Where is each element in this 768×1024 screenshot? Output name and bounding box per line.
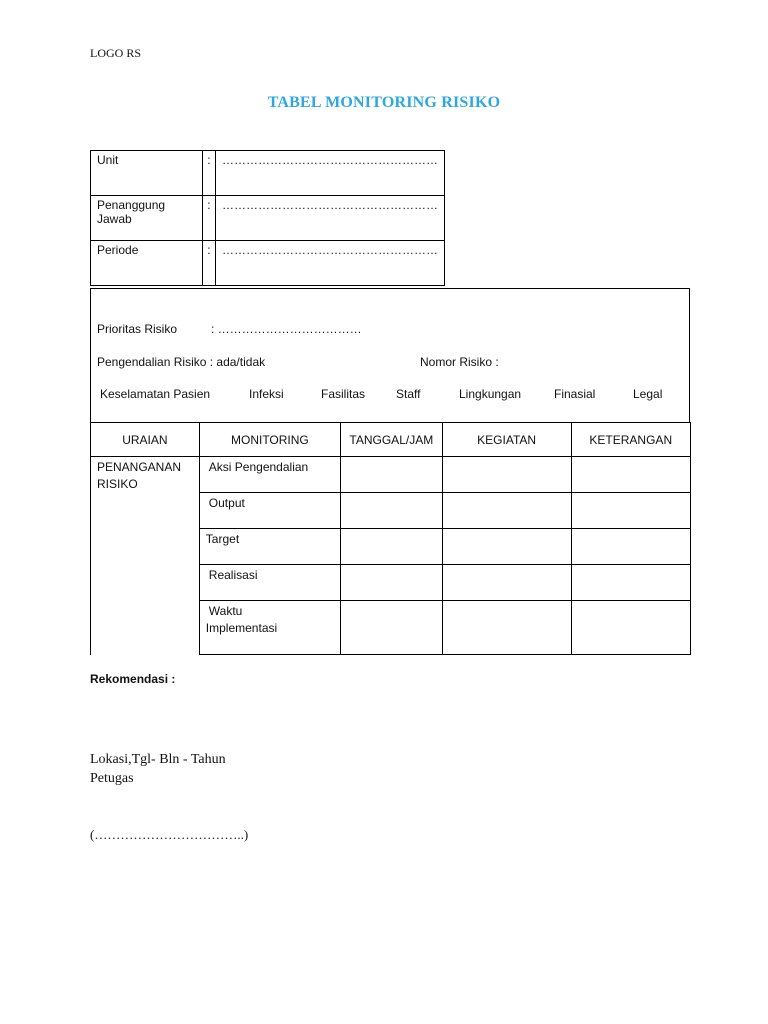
- header-keterangan: KETERANGAN: [571, 423, 690, 457]
- petugas-label: Petugas: [90, 771, 134, 786]
- header-uraian: URAIAN: [91, 423, 200, 457]
- monitoring-table: [90, 422, 691, 655]
- info-colon: :: [202, 196, 215, 241]
- keterangan-cell[interactable]: [571, 529, 690, 565]
- category-fasilitas: Fasilitas: [321, 387, 366, 401]
- tanggal-cell[interactable]: [340, 493, 442, 529]
- monitoring-item-line: Waktu: [208, 604, 243, 618]
- category-infeksi: Infeksi: [249, 387, 284, 401]
- monitoring-item-line: Implementasi: [205, 621, 278, 635]
- rekomendasi-label: Rekomendasi :: [90, 672, 176, 686]
- monitoring-item: [199, 601, 340, 655]
- pengendalian-text: Pengendalian Risiko : ada/tidak: [97, 355, 266, 369]
- kegiatan-cell[interactable]: [442, 529, 571, 565]
- tanggal-cell[interactable]: [340, 565, 442, 601]
- info-value-field[interactable]: ………………………………………………: [216, 196, 445, 241]
- header-tanggal-jam: TANGGAL/JAM: [340, 423, 442, 457]
- info-value-field[interactable]: ………………………………………………: [216, 241, 445, 286]
- info-row-periode: [91, 241, 445, 286]
- info-table: [90, 150, 445, 286]
- prioritas-label: Prioritas Risiko: [97, 322, 178, 336]
- keterangan-cell[interactable]: [571, 601, 690, 655]
- keterangan-cell[interactable]: [571, 565, 690, 601]
- info-row-penanggung-jawab: [91, 196, 445, 241]
- tanggal-cell[interactable]: [340, 529, 442, 565]
- info-value-field[interactable]: ………………………………………………: [216, 151, 445, 196]
- kegiatan-cell[interactable]: [442, 601, 571, 655]
- monitoring-item: Aksi Pengendalian: [199, 457, 340, 493]
- monitoring-item: Realisasi: [199, 565, 340, 601]
- monitoring-item: Output: [199, 493, 340, 529]
- risk-category-list: [91, 387, 691, 403]
- lokasi-tanggal: Lokasi,Tgl- Bln - Tahun: [90, 752, 226, 767]
- kegiatan-cell[interactable]: [442, 493, 571, 529]
- info-row-unit: [91, 151, 445, 196]
- info-colon: :: [202, 151, 215, 196]
- kegiatan-cell[interactable]: [442, 457, 571, 493]
- kegiatan-cell[interactable]: [442, 565, 571, 601]
- logo-placeholder: LOGO RS: [90, 46, 142, 60]
- risk-detail-box: [90, 288, 690, 423]
- info-label: Penanggung Jawab: [91, 196, 203, 241]
- info-label: Periode: [91, 241, 203, 286]
- uraian-cell: [91, 457, 200, 655]
- table-row: [91, 457, 691, 493]
- tanggal-cell[interactable]: [340, 457, 442, 493]
- keterangan-cell[interactable]: [571, 457, 690, 493]
- tanggal-cell[interactable]: [340, 601, 442, 655]
- uraian-line: RISIKO: [97, 477, 138, 491]
- header-kegiatan: KEGIATAN: [442, 423, 571, 457]
- info-label: Unit: [91, 151, 203, 196]
- info-colon: :: [202, 241, 215, 286]
- header-monitoring: MONITORING: [199, 423, 340, 457]
- page-title: TABEL MONITORING RISIKO: [267, 94, 501, 111]
- category-finasial: Finasial: [554, 387, 596, 401]
- signature-line: (……………………………..): [90, 827, 249, 842]
- uraian-line: PENANGANAN: [97, 460, 182, 474]
- category-keselamatan-pasien: Keselamatan Pasien: [100, 387, 211, 401]
- monitoring-item: Target: [199, 529, 340, 565]
- category-legal: Legal: [633, 387, 663, 401]
- nomor-risiko-label: Nomor Risiko :: [420, 355, 499, 369]
- keterangan-cell[interactable]: [571, 493, 690, 529]
- prioritas-value-field[interactable]: : ………………………………: [211, 322, 362, 336]
- category-lingkungan: Lingkungan: [459, 387, 522, 401]
- monitoring-header-row: [91, 423, 691, 457]
- category-staff: Staff: [396, 387, 421, 401]
